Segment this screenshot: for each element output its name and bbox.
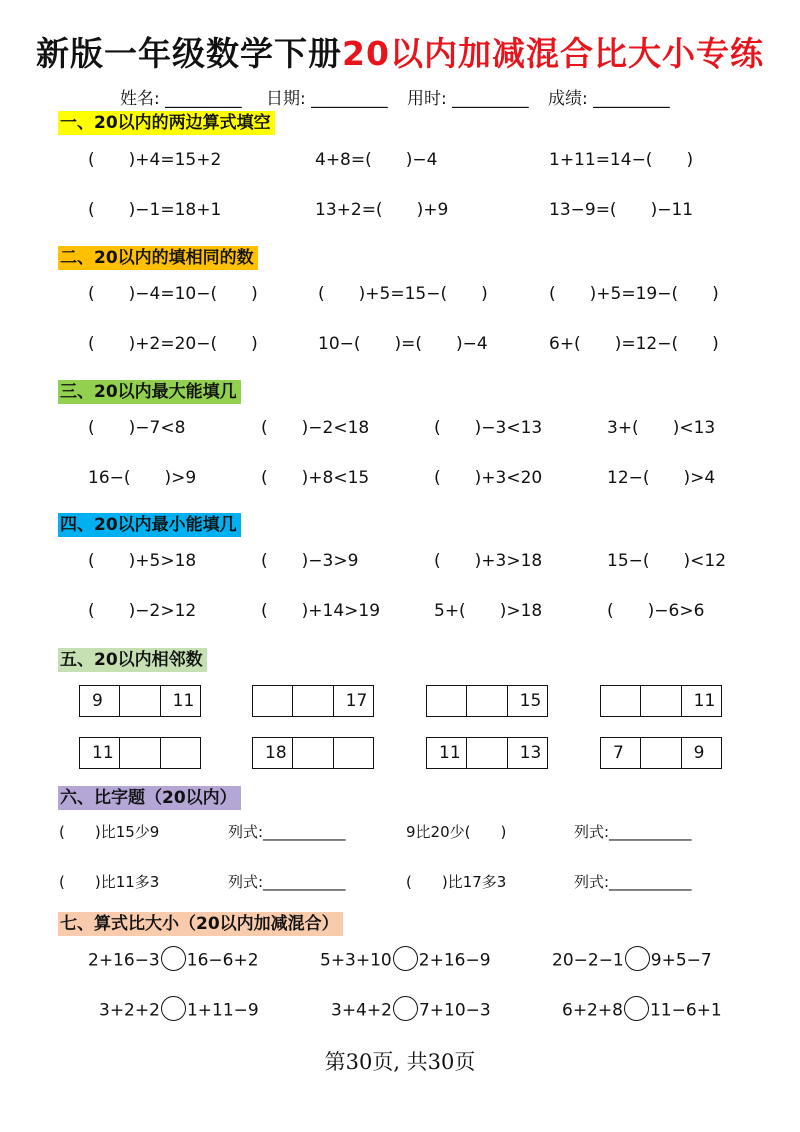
neighbor-number-box — [79, 685, 201, 717]
neighbor-number-box — [426, 737, 548, 769]
compare-circle[interactable] — [393, 946, 418, 971]
neighbor-number-box — [600, 737, 722, 769]
number-cell: 7 — [601, 738, 641, 768]
equation[interactable]: 6+( )=12−( ) — [549, 334, 719, 354]
date-field[interactable]: 日期: _________ — [266, 89, 388, 109]
blank-cell[interactable] — [641, 738, 681, 768]
right-expression: 16−6+2 — [186, 950, 259, 971]
right-expression: 7+10−3 — [418, 1000, 491, 1021]
worksheet-title — [0, 28, 800, 75]
number-cell: 11 — [80, 738, 120, 768]
equation[interactable]: 4+8=( )−4 — [315, 150, 438, 170]
formula-line[interactable]: 列式:___________ — [574, 873, 692, 891]
inequality[interactable]: ( )−2<18 — [261, 418, 370, 438]
blank-cell[interactable] — [253, 686, 293, 716]
equation[interactable]: ( )+2=20−( ) — [88, 334, 258, 354]
page-footer: 第30页, 共30页 — [324, 1050, 476, 1074]
equation[interactable]: 13+2=( )+9 — [315, 200, 449, 220]
equation[interactable]: ( )−1=18+1 — [88, 200, 222, 220]
inequality[interactable]: 16−( )>9 — [88, 468, 197, 488]
comparison — [88, 948, 259, 973]
inequality[interactable]: ( )+3>18 — [434, 551, 543, 571]
formula-line[interactable]: 列式:___________ — [228, 823, 346, 841]
number-cell: 9 — [80, 686, 120, 716]
section-4-title: 四、20以内最小能填几 — [58, 513, 241, 537]
neighbor-number-box — [426, 685, 548, 717]
section-3-title: 三、20以内最大能填几 — [58, 380, 241, 404]
blank-cell[interactable] — [293, 738, 333, 768]
title-red: 20以内加减混合比大小专练 — [342, 34, 764, 73]
inequality[interactable]: ( )−2>12 — [88, 601, 197, 621]
blank-cell[interactable] — [601, 686, 641, 716]
inequality[interactable]: ( )+5>18 — [88, 551, 197, 571]
neighbor-number-box — [600, 685, 722, 717]
left-expression: 2+16−3 — [88, 950, 160, 971]
blank-cell[interactable] — [120, 738, 160, 768]
neighbor-number-box — [79, 737, 201, 769]
inequality[interactable]: 15−( )<12 — [607, 551, 727, 571]
inequality[interactable]: 12−( )>4 — [607, 468, 716, 488]
comparison — [99, 998, 259, 1023]
comparison — [320, 948, 491, 973]
neighbor-number-box — [252, 685, 374, 717]
right-expression: 11−6+1 — [649, 1000, 722, 1021]
number-cell: 13 — [519, 743, 542, 763]
number-cell: 11 — [693, 691, 716, 711]
right-expression: 2+16−9 — [418, 950, 491, 971]
number-cell: 15 — [519, 691, 542, 711]
equation[interactable]: 1+11=14−( ) — [549, 150, 694, 170]
comparison — [562, 998, 722, 1023]
inequality[interactable]: ( )−3>9 — [261, 551, 359, 571]
inequality[interactable]: ( )+14>19 — [261, 601, 381, 621]
left-expression: 20−2−1 — [552, 950, 624, 971]
inequality[interactable]: ( )−6>6 — [607, 601, 705, 621]
neighbor-number-box — [252, 737, 374, 769]
score-field[interactable]: 成绩: _________ — [548, 89, 670, 109]
inequality[interactable]: ( )−7<8 — [88, 418, 186, 438]
name-field[interactable]: 姓名: _________ — [120, 89, 242, 109]
section-7-title: 七、算式比大小（20以内加减混合） — [58, 912, 343, 936]
equation[interactable]: ( )+4=15+2 — [88, 150, 222, 170]
section-2-title: 二、20以内的填相同的数 — [58, 246, 258, 270]
comparison — [331, 998, 491, 1023]
inequality[interactable]: ( )+3<20 — [434, 468, 543, 488]
compare-circle[interactable] — [161, 996, 186, 1021]
inequality[interactable]: ( )−3<13 — [434, 418, 543, 438]
compare-circle[interactable] — [624, 996, 649, 1021]
blank-cell[interactable] — [334, 738, 373, 768]
time-field[interactable]: 用时: _________ — [407, 89, 529, 109]
left-expression: 3+4+2 — [331, 1000, 392, 1021]
equation[interactable]: 10−( )=( )−4 — [318, 334, 488, 354]
number-cell: 17 — [345, 691, 368, 711]
equation[interactable]: ( )+5=19−( ) — [549, 284, 719, 304]
section-1-title: 一、20以内的两边算式填空 — [58, 111, 275, 135]
word-problem[interactable]: ( )比17多3 — [406, 873, 507, 891]
inequality[interactable]: 5+( )>18 — [434, 601, 543, 621]
number-cell: 9 — [693, 743, 705, 763]
number-cell: 11 — [172, 691, 195, 711]
inequality[interactable]: ( )+8<15 — [261, 468, 370, 488]
left-expression: 5+3+10 — [320, 950, 392, 971]
word-problem[interactable]: 9比20少( ) — [406, 823, 507, 841]
number-cell: 18 — [253, 738, 293, 768]
left-expression: 3+2+2 — [99, 1000, 160, 1021]
compare-circle[interactable] — [393, 996, 418, 1021]
inequality[interactable]: 3+( )<13 — [607, 418, 716, 438]
compare-circle[interactable] — [161, 946, 186, 971]
comparison — [552, 948, 712, 973]
blank-cell[interactable] — [161, 738, 200, 768]
blank-cell[interactable] — [467, 738, 507, 768]
title-black: 新版一年级数学下册 — [36, 34, 343, 73]
formula-line[interactable]: 列式:___________ — [228, 873, 346, 891]
section-6-title: 六、比字题（20以内） — [58, 786, 241, 810]
word-problem[interactable]: ( )比15少9 — [59, 823, 160, 841]
blank-cell[interactable] — [641, 686, 681, 716]
equation[interactable]: 13−9=( )−11 — [549, 200, 694, 220]
number-cell: 11 — [427, 738, 467, 768]
equation[interactable]: ( )−4=10−( ) — [88, 284, 258, 304]
word-problem[interactable]: ( )比11多3 — [59, 873, 160, 891]
blank-cell[interactable] — [467, 686, 507, 716]
compare-circle[interactable] — [625, 946, 650, 971]
section-5-title: 五、20以内相邻数 — [58, 648, 207, 672]
blank-cell[interactable] — [293, 686, 333, 716]
blank-cell[interactable] — [427, 686, 467, 716]
equation[interactable]: ( )+5=15−( ) — [318, 284, 488, 304]
right-expression: 9+5−7 — [650, 950, 712, 971]
left-expression: 6+2+8 — [562, 1000, 623, 1021]
right-expression: 1+11−9 — [186, 1000, 259, 1021]
formula-line[interactable]: 列式:___________ — [574, 823, 692, 841]
blank-cell[interactable] — [120, 686, 160, 716]
